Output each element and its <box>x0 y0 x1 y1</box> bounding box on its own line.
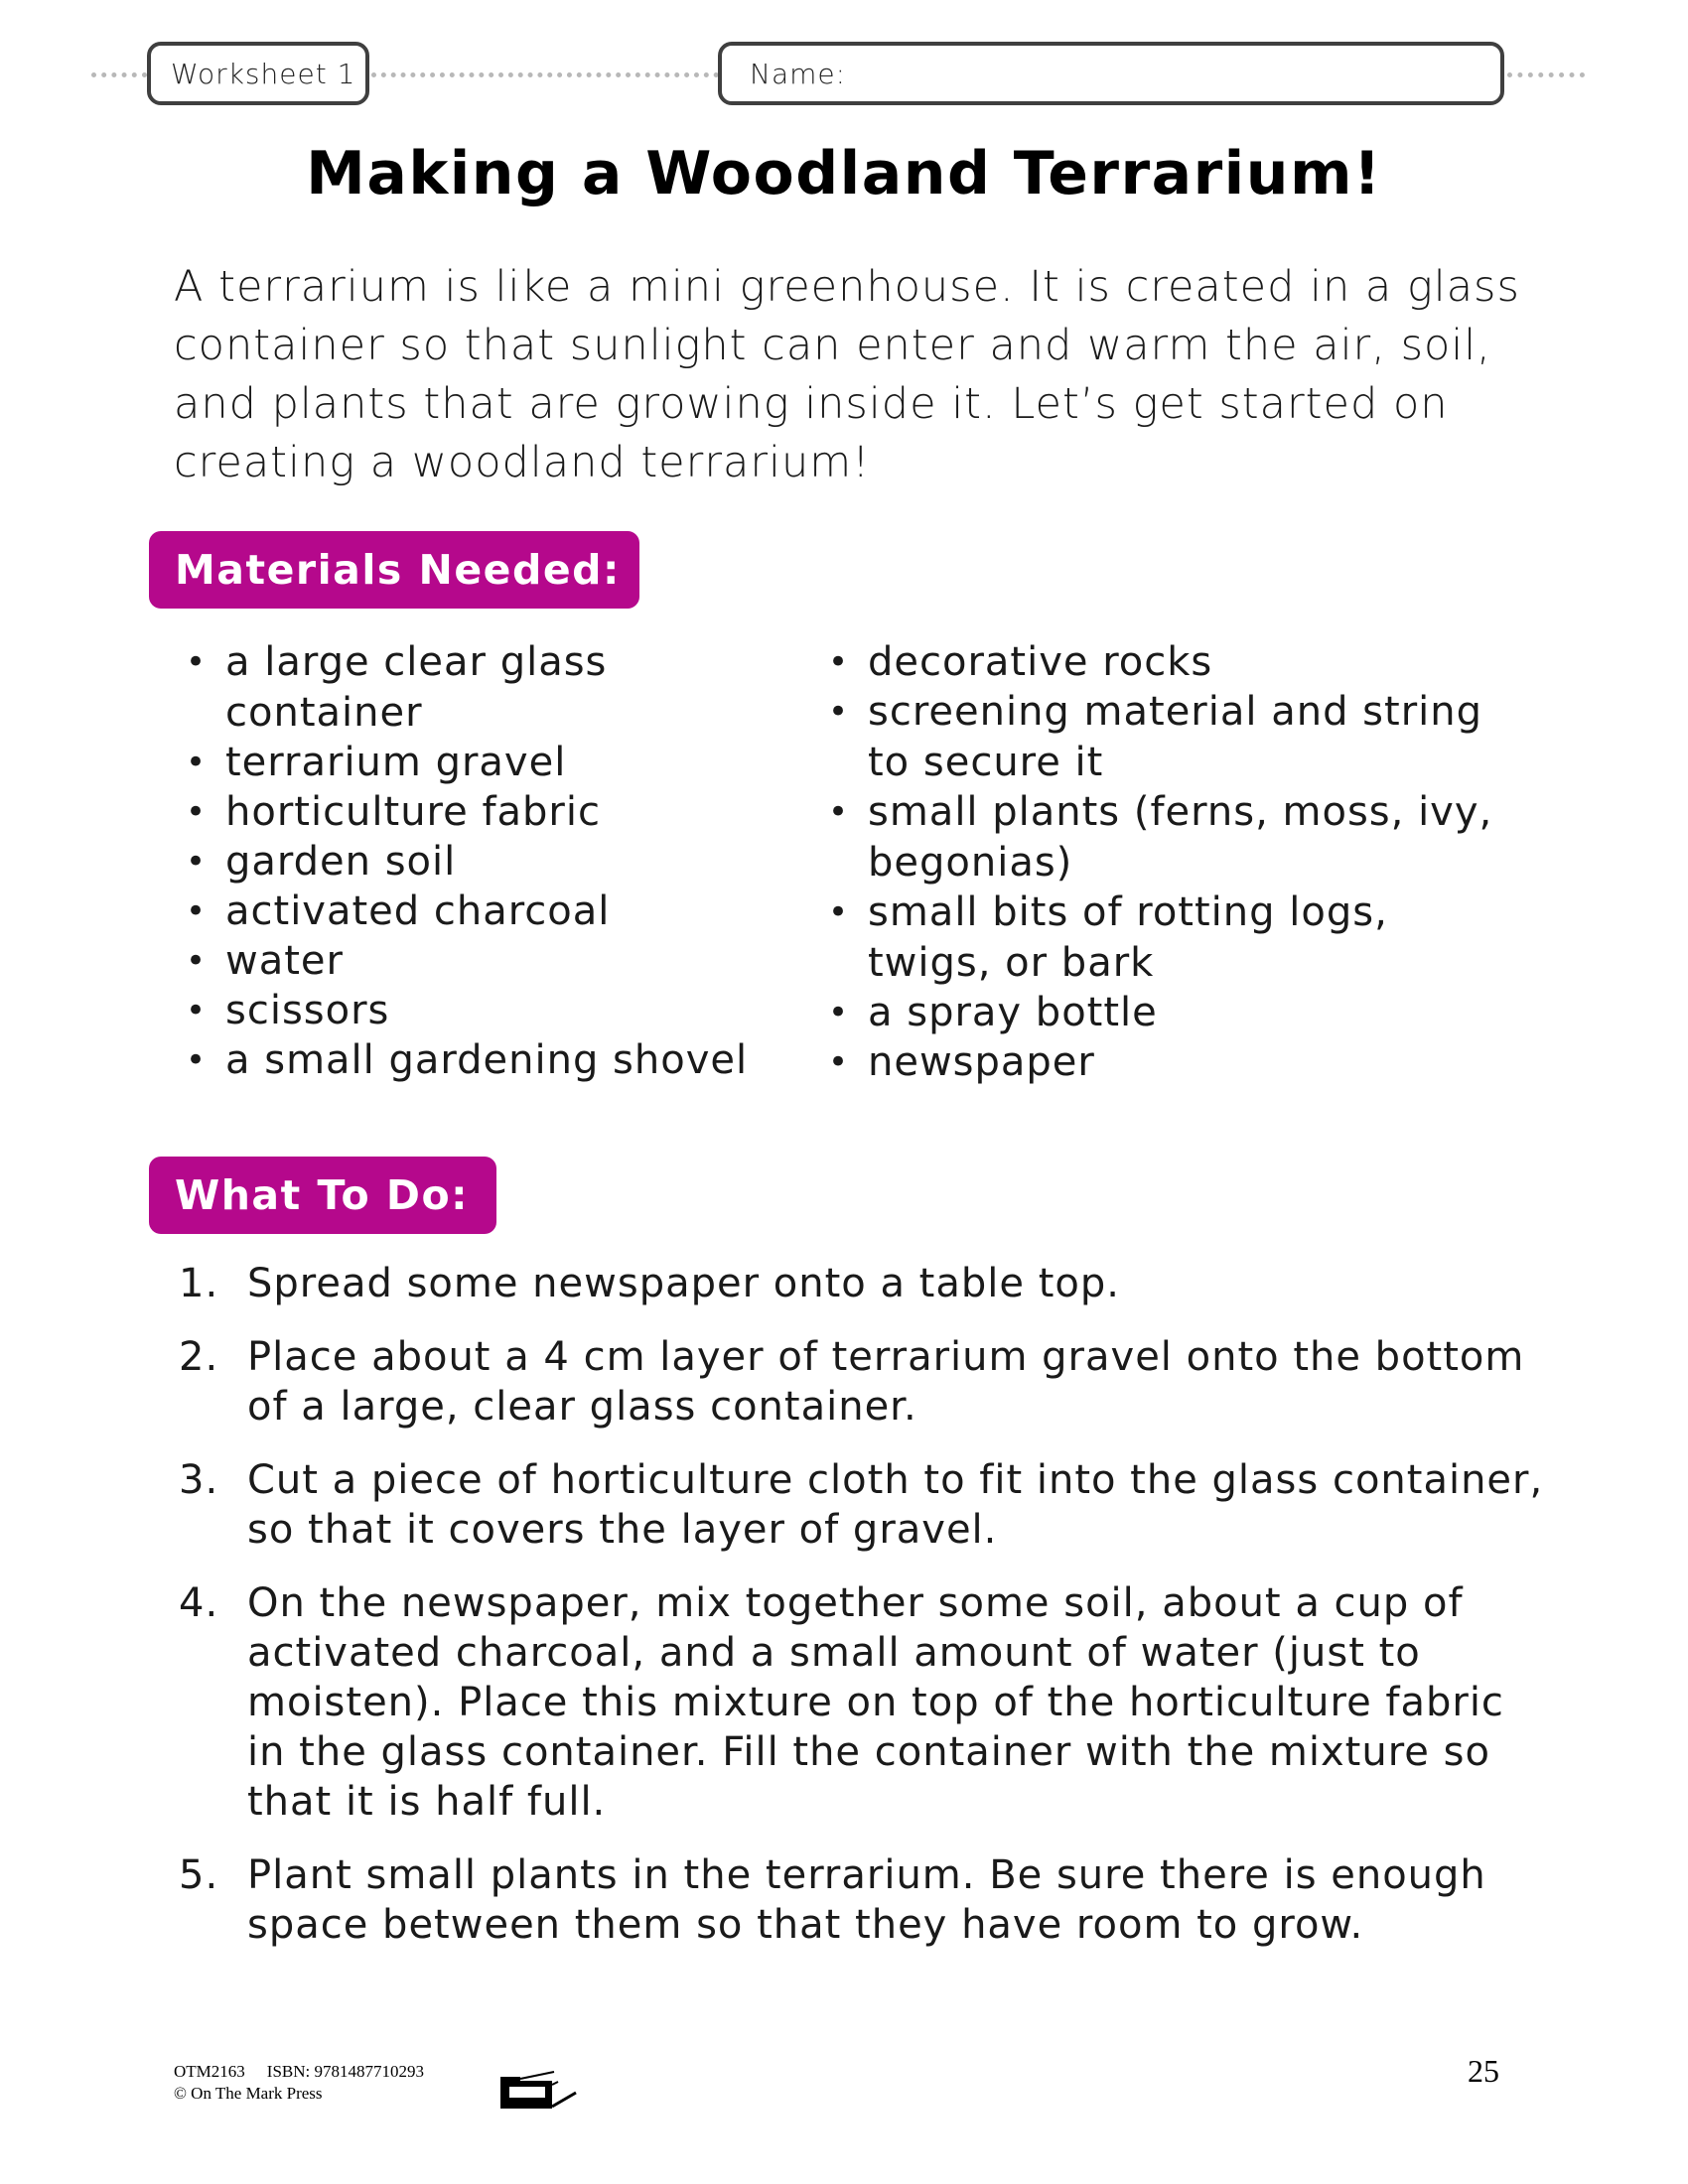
list-item: • small bits of rotting logs, twigs, or bark <box>816 887 1501 989</box>
materials-heading-label: Materials Needed: <box>175 546 621 594</box>
list-item: • newspaper <box>816 1037 1501 1088</box>
materials-list-left <box>174 637 809 1085</box>
name-field[interactable] <box>718 42 1504 105</box>
list-item: • horticulture fabric <box>174 787 809 838</box>
list-item: • garden soil <box>174 837 809 887</box>
list-item: • decorative rocks <box>816 637 1501 688</box>
step-text: On the newspaper, mix together some soil, about a cup of activated charcoal, and a small amount of water (just to moisten). Place this mixture on top of the horticulture fabric in the glass container. Fill the container with the mixture so that it is half full. <box>247 1580 1504 1825</box>
step-text: Plant small plants in the terrarium. Be sure there is enough space between them so that they have room to grow. <box>247 1852 1486 1948</box>
footer-publisher-info <box>174 2061 424 2105</box>
step-number: 2. <box>179 1334 219 1380</box>
step-text: Spread some newspaper onto a table top. <box>247 1261 1120 1306</box>
copyright: © On The Mark Press <box>174 2084 323 2103</box>
steps-heading <box>149 1157 496 1234</box>
list-item: • a large clear glass container <box>174 637 809 739</box>
step-number: 3. <box>179 1457 219 1503</box>
step-item <box>174 1578 1544 1827</box>
header-dotted-line-left <box>91 72 147 77</box>
step-item <box>174 1850 1544 1950</box>
steps-heading-label: What To Do: <box>175 1171 470 1219</box>
worksheet-label-box <box>147 42 369 105</box>
list-item: • a spray bottle <box>816 988 1501 1038</box>
list-item: • activated charcoal <box>174 887 809 937</box>
list-item: • small plants (ferns, moss, ivy, begonias) <box>816 787 1501 888</box>
product-code: OTM2163 <box>174 2062 245 2081</box>
step-text: Cut a piece of horticulture cloth to fit into the glass container, so that it covers the layer of gravel. <box>247 1457 1544 1553</box>
list-item: • scissors <box>174 986 809 1036</box>
list-item: • a small gardening shovel <box>174 1035 809 1086</box>
page-number: 25 <box>1468 2053 1499 2089</box>
step-item <box>174 1455 1544 1555</box>
list-item: • water <box>174 936 809 987</box>
worksheet-label: Worksheet 1 <box>171 57 356 90</box>
isbn: ISBN: 9781487710293 <box>266 2062 424 2081</box>
steps-list <box>174 1259 1544 1974</box>
header-dotted-line-right <box>1507 72 1585 77</box>
page-title: Making a Woodland Terrarium! <box>306 139 1382 208</box>
photocopier-icon <box>498 2069 578 2113</box>
step-text: Place about a 4 cm layer of terrarium gravel onto the bottom of a large, clear glass container. <box>247 1334 1525 1430</box>
step-number: 4. <box>179 1580 219 1626</box>
step-number: 5. <box>179 1852 219 1898</box>
header-dotted-line-middle <box>371 72 719 77</box>
materials-heading <box>149 531 639 609</box>
intro-paragraph: A terrarium is like a mini greenhouse. It is created in a glass container so that sunlight can enter and warm the air, soil, and plants that are growing inside it. Let’s get started on creating a woodland terrarium! <box>174 262 1520 487</box>
list-item: • terrarium gravel <box>174 738 809 788</box>
materials-list-right <box>816 637 1501 1087</box>
step-item <box>174 1332 1544 1432</box>
step-number: 1. <box>179 1261 219 1306</box>
name-label: Name: <box>750 57 847 90</box>
step-item <box>174 1259 1544 1308</box>
list-item: • screening material and string to secure it <box>816 687 1501 788</box>
